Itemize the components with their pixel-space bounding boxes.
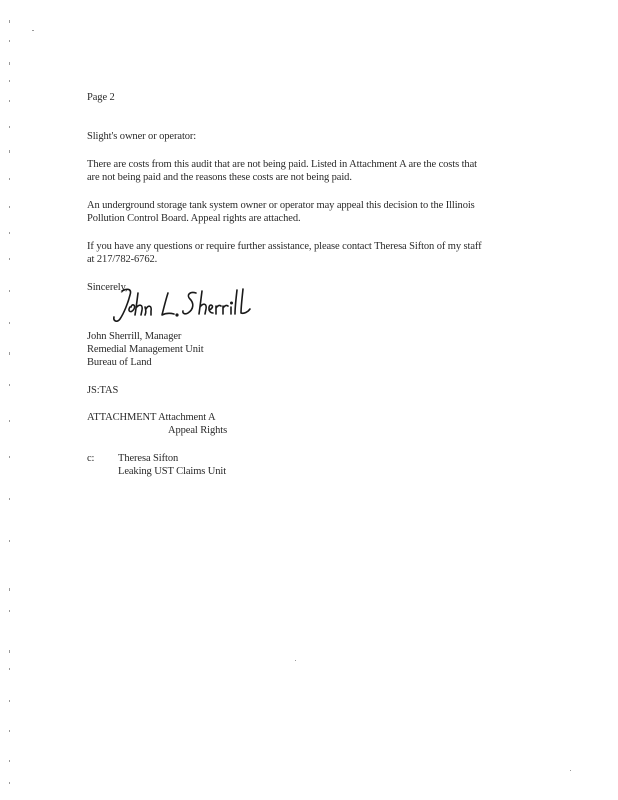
scan-speck — [9, 126, 10, 128]
cc-name: Theresa Sifton — [118, 453, 179, 464]
scan-speck — [9, 588, 10, 591]
scan-speck — [9, 40, 10, 42]
scan-speck — [9, 290, 10, 292]
paragraph-1-line-2: are not being paid and the reasons these costs are not being paid. — [87, 172, 352, 183]
scan-speck — [9, 610, 10, 612]
scan-speck — [32, 30, 34, 31]
scan-speck — [9, 62, 10, 65]
paragraph-3-line-1: If you have any questions or require further assistance, please contact Theresa Sifton of my staff — [87, 241, 482, 252]
scan-speck — [9, 20, 10, 23]
cc-label: c: — [87, 453, 95, 464]
scan-speck — [295, 660, 296, 661]
scan-speck — [9, 668, 10, 670]
scan-speck — [9, 700, 10, 702]
initials: JS:TAS — [87, 385, 119, 396]
scan-speck — [9, 150, 10, 153]
page-label: Page 2 — [87, 92, 115, 103]
scan-speck — [9, 540, 10, 542]
scan-speck — [9, 178, 10, 180]
scan-speck — [9, 322, 10, 324]
scan-speck — [9, 730, 10, 732]
handwritten-signature — [110, 285, 260, 325]
attachment-line-1: ATTACHMENT Attachment A — [87, 412, 216, 423]
salutation: Slight's owner or operator: — [87, 131, 197, 142]
paragraph-1-line-1: There are costs from this audit that are not being paid. Listed in Attachment A are the costs that — [87, 159, 477, 170]
scan-speck — [9, 100, 10, 102]
signer-name: John Sherrill, Manager — [87, 331, 182, 342]
scan-speck — [9, 782, 10, 784]
signer-unit: Remedial Management Unit — [87, 344, 204, 355]
paragraph-2-line-1: An underground storage tank system owner or operator may appeal this decision to the Illinois — [87, 200, 475, 211]
scan-speck — [9, 498, 10, 500]
paragraph-3-line-2: at 217/782-6762. — [87, 254, 158, 265]
closing: Sincerely, — [87, 282, 128, 293]
scan-speck — [9, 760, 10, 762]
scan-speck — [9, 420, 10, 422]
attachment-line-2: Appeal Rights — [168, 425, 228, 436]
scan-speck — [9, 384, 10, 386]
scan-speck — [570, 770, 571, 771]
scan-speck — [9, 650, 10, 653]
scan-speck — [9, 80, 10, 82]
scan-speck — [9, 206, 10, 208]
scan-speck — [9, 456, 10, 458]
signer-bureau: Bureau of Land — [87, 357, 152, 368]
scan-speck — [9, 232, 10, 234]
scan-speck — [9, 352, 10, 355]
cc-unit: Leaking UST Claims Unit — [118, 466, 227, 477]
paragraph-2-line-2: Pollution Control Board. Appeal rights are attached. — [87, 213, 301, 224]
scan-speck — [9, 258, 10, 260]
